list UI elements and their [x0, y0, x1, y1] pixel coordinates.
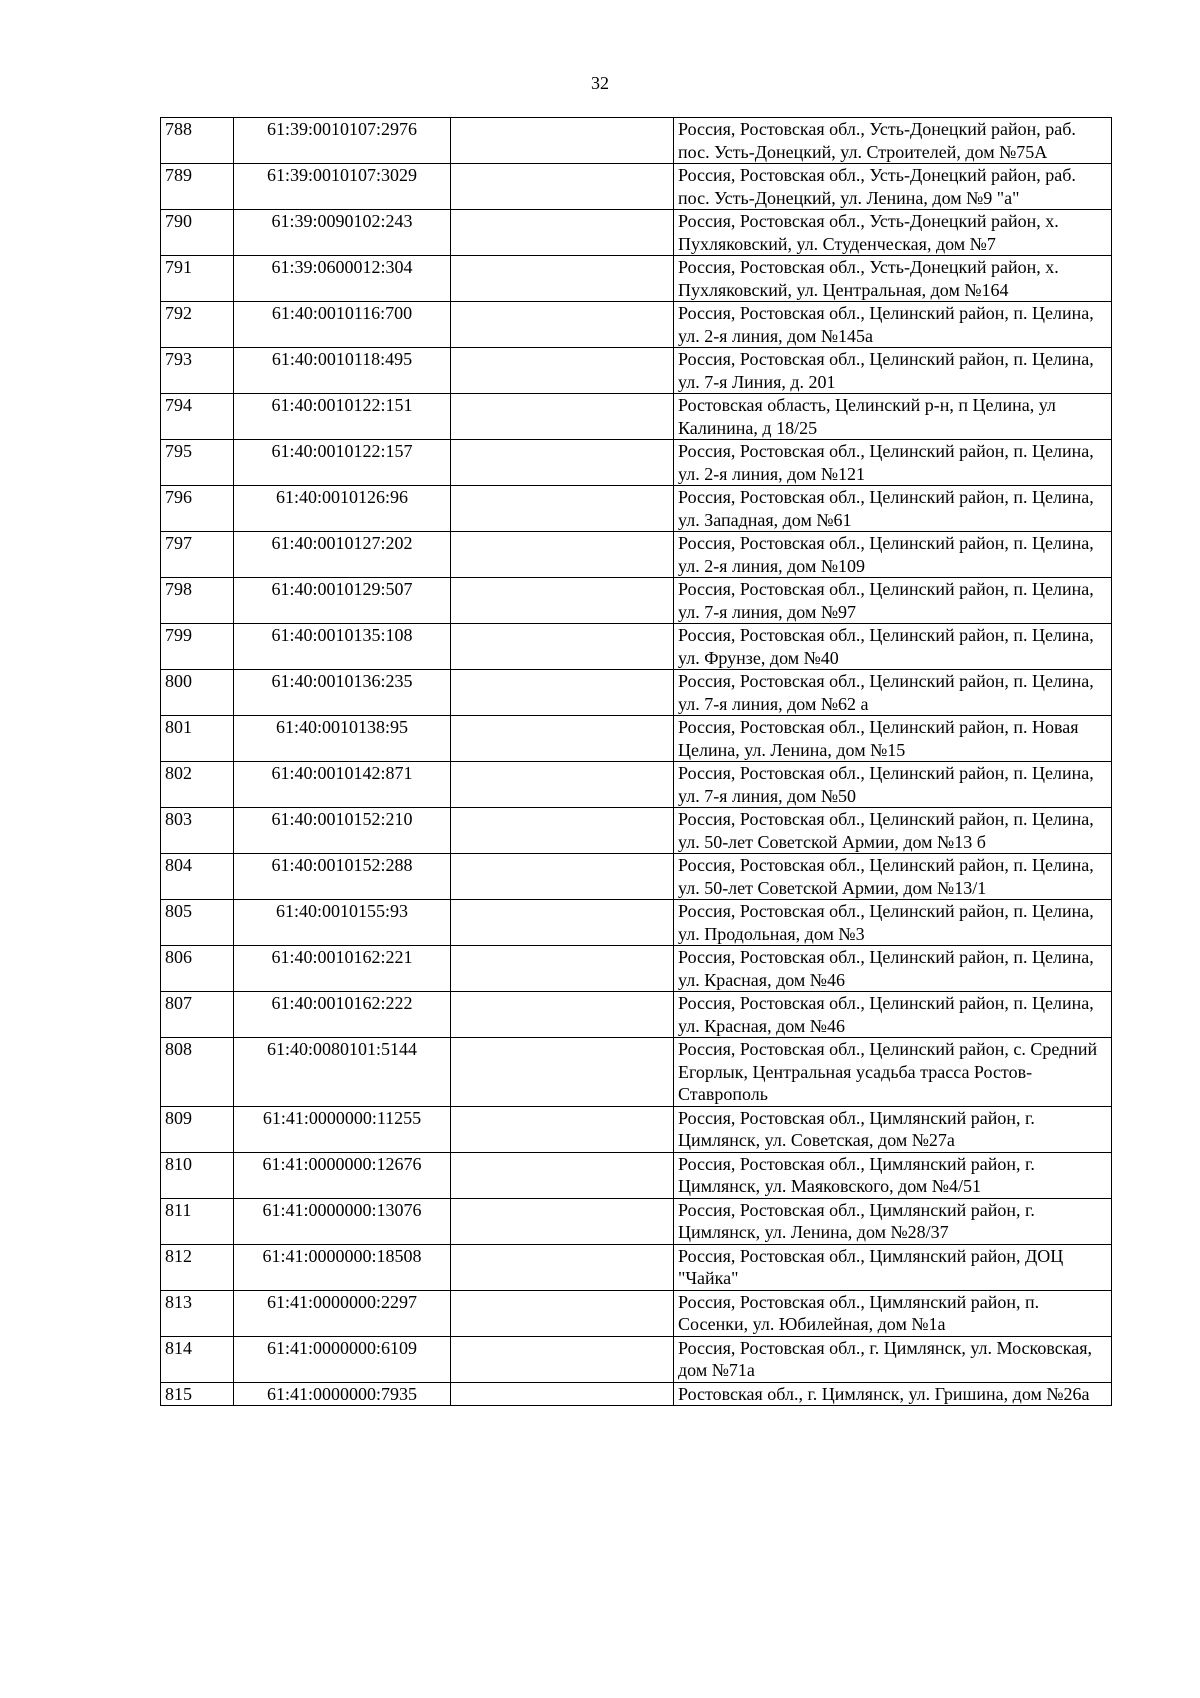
cadastral-number: 61:40:0010127:202: [234, 532, 451, 578]
empty-cell: [451, 578, 674, 624]
table-row: [161, 992, 1112, 1038]
empty-cell: [451, 670, 674, 716]
row-number: 814: [161, 1336, 234, 1382]
cadastral-number: 61:40:0010122:157: [234, 440, 451, 486]
empty-cell: [451, 900, 674, 946]
empty-cell: [451, 486, 674, 532]
table-row: [161, 1198, 1112, 1244]
table-row: [161, 900, 1112, 946]
empty-cell: [451, 348, 674, 394]
row-number: 808: [161, 1038, 234, 1107]
table-row: [161, 1152, 1112, 1198]
cadastral-number: 61:40:0010152:210: [234, 808, 451, 854]
cadastral-number: 61:40:0010162:222: [234, 992, 451, 1038]
cadastral-number: 61:39:0600012:304: [234, 256, 451, 302]
empty-cell: [451, 1106, 674, 1152]
row-number: 804: [161, 854, 234, 900]
empty-cell: [451, 946, 674, 992]
empty-cell: [451, 624, 674, 670]
row-number: 812: [161, 1244, 234, 1290]
address: Россия, Ростовская обл., Целинский район, п. Целина, ул. 2-я линия, дом №121: [674, 440, 1112, 486]
address: Россия, Ростовская обл., Целинский район, п. Целина, ул. Красная, дом №46: [674, 992, 1112, 1038]
table-row: [161, 302, 1112, 348]
address: Россия, Ростовская обл., Целинский район, п. Целина, ул. Фрунзе, дом №40: [674, 624, 1112, 670]
address: Россия, Ростовская обл., Целинский район, п. Целина, ул. 50-лет Советской Армии, дом №13 б: [674, 808, 1112, 854]
cadastral-number: 61:40:0010142:871: [234, 762, 451, 808]
table-row: [161, 1382, 1112, 1406]
cadastral-number: 61:40:0010155:93: [234, 900, 451, 946]
address: Россия, Ростовская обл., Целинский район, п. Целина, ул. Западная, дом №61: [674, 486, 1112, 532]
table-row: [161, 210, 1112, 256]
table-row: [161, 808, 1112, 854]
empty-cell: [451, 762, 674, 808]
cadastral-number: 61:40:0010129:507: [234, 578, 451, 624]
cadastral-number: 61:41:0000000:7935: [234, 1382, 451, 1406]
address: Ростовская обл., г. Цимлянск, ул. Гришина, дом №26а: [674, 1382, 1112, 1406]
row-number: 798: [161, 578, 234, 624]
empty-cell: [451, 992, 674, 1038]
row-number: 790: [161, 210, 234, 256]
row-number: 799: [161, 624, 234, 670]
cadastral-number: 61:41:0000000:6109: [234, 1336, 451, 1382]
table-row: [161, 486, 1112, 532]
empty-cell: [451, 854, 674, 900]
empty-cell: [451, 1198, 674, 1244]
cadastral-number: 61:40:0010136:235: [234, 670, 451, 716]
table-row: [161, 394, 1112, 440]
address: Россия, Ростовская обл., Целинский район, с. Средний Егорлык, Центральная усадьба трасса Ростов-Ставрополь: [674, 1038, 1112, 1107]
cadastral-number: 61:40:0010122:151: [234, 394, 451, 440]
empty-cell: [451, 1038, 674, 1107]
cadastral-number: 61:40:0010162:221: [234, 946, 451, 992]
table-row: [161, 1038, 1112, 1107]
cadastral-number: 61:39:0010107:2976: [234, 118, 451, 164]
empty-cell: [451, 256, 674, 302]
cadastral-number: 61:40:0010135:108: [234, 624, 451, 670]
empty-cell: [451, 394, 674, 440]
row-number: 811: [161, 1198, 234, 1244]
address: Россия, Ростовская обл., Целинский район, п. Целина, ул. 7-я Линия, д. 201: [674, 348, 1112, 394]
address: Ростовская область, Целинский р-н, п Целина, ул Калинина, д 18/25: [674, 394, 1112, 440]
empty-cell: [451, 1382, 674, 1406]
empty-cell: [451, 1290, 674, 1336]
address: Россия, Ростовская обл., Цимлянский район, п. Сосенки, ул. Юбилейная, дом №1а: [674, 1290, 1112, 1336]
address: Россия, Ростовская обл., Усть-Донецкий район, раб. пос. Усть-Донецкий, ул. Строителей, дом №75А: [674, 118, 1112, 164]
empty-cell: [451, 716, 674, 762]
table-row: [161, 348, 1112, 394]
cadastral-number: 61:40:0080101:5144: [234, 1038, 451, 1107]
cadastral-number: 61:41:0000000:13076: [234, 1198, 451, 1244]
property-registry-table: [160, 117, 1112, 1406]
row-number: 792: [161, 302, 234, 348]
empty-cell: [451, 1336, 674, 1382]
address: Россия, Ростовская обл., Целинский район, п. Целина, ул. 2-я линия, дом №145а: [674, 302, 1112, 348]
address: Россия, Ростовская обл., Цимлянский район, ДОЦ "Чайка": [674, 1244, 1112, 1290]
empty-cell: [451, 164, 674, 210]
table-row: [161, 624, 1112, 670]
cadastral-number: 61:41:0000000:12676: [234, 1152, 451, 1198]
cadastral-number: 61:39:0090102:243: [234, 210, 451, 256]
table-row: [161, 440, 1112, 486]
row-number: 815: [161, 1382, 234, 1406]
row-number: 806: [161, 946, 234, 992]
address: Россия, Ростовская обл., Целинский район, п. Целина, ул. 2-я линия, дом №109: [674, 532, 1112, 578]
address: Россия, Ростовская обл., Целинский район, п. Новая Целина, ул. Ленина, дом №15: [674, 716, 1112, 762]
cadastral-number: 61:40:0010126:96: [234, 486, 451, 532]
address: Россия, Ростовская обл., Усть-Донецкий район, х. Пухляковский, ул. Центральная, дом №164: [674, 256, 1112, 302]
cadastral-number: 61:41:0000000:2297: [234, 1290, 451, 1336]
empty-cell: [451, 1244, 674, 1290]
table-row: [161, 854, 1112, 900]
row-number: 807: [161, 992, 234, 1038]
row-number: 805: [161, 900, 234, 946]
empty-cell: [451, 532, 674, 578]
row-number: 800: [161, 670, 234, 716]
address: Россия, Ростовская обл., Цимлянский район, г. Цимлянск, ул. Ленина, дом №28/37: [674, 1198, 1112, 1244]
table-row: [161, 946, 1112, 992]
table-row: [161, 670, 1112, 716]
table-row: [161, 716, 1112, 762]
row-number: 797: [161, 532, 234, 578]
address: Россия, Ростовская обл., Целинский район, п. Целина, ул. 7-я линия, дом №62 а: [674, 670, 1112, 716]
table-row: [161, 532, 1112, 578]
address: Россия, Ростовская обл., Целинский район, п. Целина, ул. Красная, дом №46: [674, 946, 1112, 992]
address: Россия, Ростовская обл., Целинский район, п. Целина, ул. 7-я линия, дом №97: [674, 578, 1112, 624]
row-number: 803: [161, 808, 234, 854]
cadastral-number: 61:39:0010107:3029: [234, 164, 451, 210]
table-row: [161, 1336, 1112, 1382]
row-number: 796: [161, 486, 234, 532]
empty-cell: [451, 808, 674, 854]
empty-cell: [451, 302, 674, 348]
address: Россия, Ростовская обл., Цимлянский район, г. Цимлянск, ул. Советская, дом №27а: [674, 1106, 1112, 1152]
address: Россия, Ростовская обл., Целинский район, п. Целина, ул. 7-я линия, дом №50: [674, 762, 1112, 808]
empty-cell: [451, 210, 674, 256]
table-row: [161, 762, 1112, 808]
address: Россия, Ростовская обл., Усть-Донецкий район, х. Пухляковский, ул. Студенческая, дом №7: [674, 210, 1112, 256]
row-number: 791: [161, 256, 234, 302]
empty-cell: [451, 118, 674, 164]
address: Россия, Ростовская обл., Целинский район, п. Целина, ул. Продольная, дом №3: [674, 900, 1112, 946]
page-number: 32: [591, 73, 609, 93]
address: Россия, Ростовская обл., Целинский район, п. Целина, ул. 50-лет Советской Армии, дом №13/1: [674, 854, 1112, 900]
cadastral-number: 61:41:0000000:18508: [234, 1244, 451, 1290]
table-row: [161, 256, 1112, 302]
row-number: 810: [161, 1152, 234, 1198]
cadastral-number: 61:40:0010116:700: [234, 302, 451, 348]
row-number: 813: [161, 1290, 234, 1336]
table-row: [161, 1244, 1112, 1290]
empty-cell: [451, 440, 674, 486]
address: Россия, Ростовская обл., Цимлянский район, г. Цимлянск, ул. Маяковского, дом №4/51: [674, 1152, 1112, 1198]
table-row: [161, 578, 1112, 624]
row-number: 794: [161, 394, 234, 440]
cadastral-number: 61:40:0010118:495: [234, 348, 451, 394]
address: Россия, Ростовская обл., Усть-Донецкий район, раб. пос. Усть-Донецкий, ул. Ленина, дом №9 "а": [674, 164, 1112, 210]
empty-cell: [451, 1152, 674, 1198]
row-number: 793: [161, 348, 234, 394]
cadastral-number: 61:41:0000000:11255: [234, 1106, 451, 1152]
row-number: 795: [161, 440, 234, 486]
row-number: 788: [161, 118, 234, 164]
row-number: 789: [161, 164, 234, 210]
table-row: [161, 118, 1112, 164]
row-number: 801: [161, 716, 234, 762]
table-body: [161, 118, 1112, 1406]
cadastral-number: 61:40:0010152:288: [234, 854, 451, 900]
row-number: 802: [161, 762, 234, 808]
table-row: [161, 1106, 1112, 1152]
cadastral-number: 61:40:0010138:95: [234, 716, 451, 762]
row-number: 809: [161, 1106, 234, 1152]
table-row: [161, 164, 1112, 210]
table-row: [161, 1290, 1112, 1336]
address: Россия, Ростовская обл., г. Цимлянск, ул. Московская, дом №71а: [674, 1336, 1112, 1382]
